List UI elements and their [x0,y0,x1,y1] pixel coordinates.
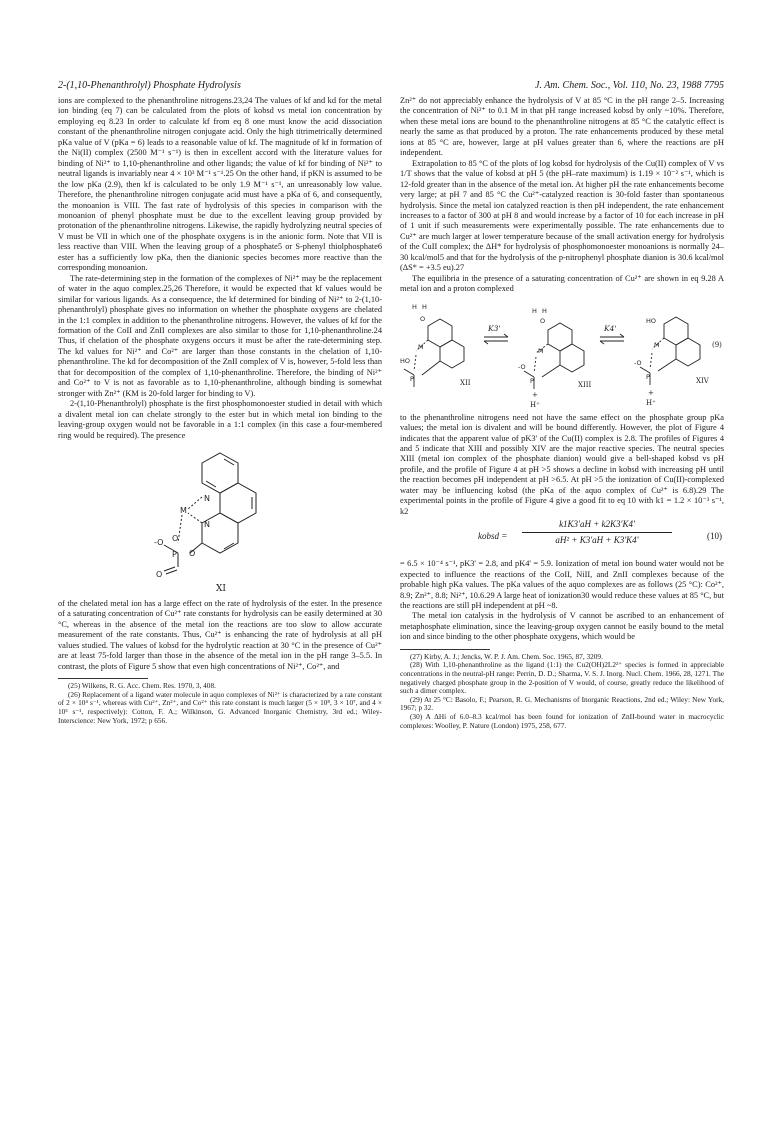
paragraph: 2-(1,10-Phenanthrolyl) phosphate is the first phosphomonoester studied in detail with which a divalent metal ion can chelate strongly to the ester but in which metal ion binding to the leaving-group oxygen would not be favorable in a 1:1 complex (in this case a four-membered ring would be required). The presence [58,399,382,440]
paragraph: of the chelated metal ion has a large effect on the rate of hydrolysis of the ester. In the presence of a saturating concentration of Cu²⁺ rate constants for hydrolysis can be easily determined at 30 °C, whereas in the absence of the metal ion the reactions are too slow to allow accurate measurement of the rate constants. Thus, Cu²⁺ is enhancing the rate of hydrolysis at all pH values studied. The values of kobsd for the hydrolytic reaction at 30 °C in the presence of Cu²⁺ are at least 75-fold larger than those in the absence of the metal ion in the pH range 3–5.5. In contrast, the plots of Figure 5 show that even high concentrations of Ni²⁺, Co²⁺, and [58,598,382,671]
plus-sign: + [648,388,654,397]
footnote-25: (25) Wilkens, R. G. Acc. Chem. Res. 1970, 3, 408. [68,681,216,691]
svg-text:H: H [412,302,417,311]
svg-text:-O: -O [518,362,526,371]
equation-numerator: k1K3'aH + k2K3'K4' [522,519,672,532]
running-header [58,80,724,94]
left-column [58,96,382,725]
footnote-separator [58,678,148,679]
svg-text:O: O [189,548,196,558]
svg-text:N: N [204,493,210,503]
svg-text:O: O [540,316,546,325]
paragraph: ions are complexed to the phenanthroline nitrogens.23,24 The values of kf and kd for the metal ion binding (eq 7) can be calculated from the plots of kobsd vs metal ion concentration by employing eq 8.23 In order to calculate kf from eq 8 one must know the acid dissociation constant of the phenanthroline nitrogen conjugate acid. Only the high titrimetrically determined pKa value of V (pKa = 6) leads to a reasonable value of kf. The magnitude of kf in formation of the Ni(II) complex (2500 M⁻¹ s⁻¹) is then in excellent accord with the literature values for binding of Ni²⁺ to 1,10-phenanthroline and other ligands; the value of kf for binding of Ni²⁺ to neutral ligands is invariably near 4 × 10³ M⁻¹ s⁻¹.25 On the other hand, if pKN is assumed to be the low pKa (2.9), then kf is calculated to be only 1.9 M⁻¹ s⁻¹, an unreasonably low value. Therefore, the phenanthroline nitrogen conjugate acid must have a pKa of 6, and consequently, the monoanion is VIII. The fast rate of hydrolysis of this species in comparison with the monoanion of phenyl phosphate must be due to the excellent leaving group provided by protonation of the phenanthroline nitrogens. Likewise, the rapidly hydrolyzing neutral species of V must be VII in which one of the phosphate oxygens is in the anionic form. Note that VII is less reactive than VIII. When the leaving group of a phosphate5 or S-phenyl thiolphosphate6 ester has a sufficiently low pKa, then the dianionic species becomes more reactive than the corresponding monoanion. [58,96,382,273]
equation-denominator: aH² + K3'aH + K3'K4' [555,534,639,545]
paragraph: = 6.5 × 10⁻⁴ s⁻¹, pK3' = 2.8, and pK4' = 5.9. Ionization of metal ion bound water would not be expected to influence the reactions of the CoII, NiII, and ZnII complexes because of the probable high pKa values. The pKa values of the aquo complexes are as follows (25 °C): Co²⁺, 8.9; Zn²⁺, 8.8; Ni²⁺, 10.6.29 A large heat of ionization30 would reduce these values at 85 °C, but the reactions are still pH independent at pH ~8. [400,559,724,610]
svg-text:HO: HO [400,356,411,365]
footnote-separator [400,649,490,650]
header-title: 2-(1,10-Phenanthrolyl) Phosphate Hydrolysis [58,80,241,91]
svg-text:H: H [532,306,537,315]
eq9-number: (9) [712,340,722,349]
svg-text:P: P [646,372,650,381]
svg-text:HO: HO [646,316,657,325]
paragraph: The rate-determining step in the formation of the complexes of Ni²⁺ may be the replacement of water in the aquo complex.25,26 Therefore, it would be expected that kf values would be similar for various ligands. As a consequence, the kf determined for binding of Ni²⁺ to 2-(1,10-phenanthrolyl) phosphate gives no information on whether the phosphate oxygens are chelated in the 1:1 complex in addition to the phenanthroline nitrogens. However, the values of kf for the formation of the CoII and ZnII complexes are also similar to those for 1,10-phenanthroline.24 Thus, if chelation of the phosphate oxygens occurs it must be after the rate-determining step. The kd values for Ni²⁺ and Co²⁺ are larger than those constants in the chelation of 1,10-phenanthroline. The kd for decomposition of the ZnII complex of V is, however, 5-fold less than that for decomposition of the complex of 1,10-phenanthroline. Therefore, the binding of Ni²⁺ and Co²⁺ to V is not as favorable as to 1,10-phenanthroline, although binding is somewhat stronger with Zn²⁺ (KM is 20-fold larger for binding to V). [58,273,382,398]
equilibrium-scheme-9 [400,299,724,409]
paragraph: Extrapolation to 85 °C of the plots of log kobsd for hydrolysis of the Cu(II) complex of V vs 1/T shows that the value of kobsd at pH 5 (the pH–rate maximum) is 1.19 × 10⁻² s⁻¹, which is 12-fold greater than in the absence of the metal ion. At higher pH the rate enhancements become very large; at pH 7 and 85 °C the Cu²⁺-catalyzed reaction is 30-fold faster than spontaneous hydrolysis. Since the metal ion catalyzed reaction is then pH independent, the rate enhancement increases to a factor of 300 at pH 8 and would increase by a factor of 10 for each increase in pH of 1 unit if such measurements were experimentally possible. The rate enhancements due to Cu²⁺ are much larger at lower temperature because of the small activation energy for hydrolysis of the CuII complex; the ΔH* for hydrolysis of phosphomonoester monoanions is normally 24–30 kcal/mol5 and that for the hydrolysis of the p-nitrophenyl phosphate dianion is 30.6 kcal/mol (ΔS* = +3.5 eu).27 [400,158,724,273]
label-xiii: XIII [578,380,592,389]
paragraph: The metal ion catalysis in the hydrolysis of V cannot be ascribed to an enhancement of metaphosphate elimination, since the leaving-group oxygen cannot be easily bound to the metal ion and since binding to the other phosphate oxygens, which would be [400,611,724,642]
svg-text:O: O [172,533,179,543]
svg-text:P: P [530,376,534,385]
footnote-28: (28) With 1,10-phenanthroline as the ligand (1:1) the Cu2(OH)2L2²⁺ species is formed in appreciable concentrations in the neutral-pH range: Perrin, D. D.; Sharma, V. S. J. Inorg. Nucl. Chem. 1966, 28, 1271. The negatively charged phosphate group in the 2-position of V would, of course, greatly reduce the likelihood of such a dimer complex. [400,660,724,696]
paragraph: Zn²⁺ do not appreciably enhance the hydrolysis of V at 85 °C in the pH range 2–5. Increasing the concentration of Ni²⁺ to 0.1 M in that pH range increased kobsd by only ~10%. Therefore, when these metal ions are bound to the phenanthroline nitrogens at 85 °C the catalytic effect is nearly the same as that produced by a proton. The rate enhancements produced by these metal ions at 85 °C are, however, large at pH values greater than 6, where the reactions are pH independent. [400,96,724,158]
proton-label: H⁺ [530,400,540,409]
k4-label: K4' [604,323,617,333]
equation-lhs: kobsd = [478,531,508,542]
svg-text:M: M [418,342,424,351]
paragraph: The equilibria in the presence of a saturating concentration of Cu²⁺ are shown in eq 9.28 A metal ion and a proton complexed [400,273,724,294]
equation-10 [400,519,724,557]
svg-text:M: M [538,346,544,355]
svg-text:-O: -O [154,537,164,547]
footnotes-right [400,653,724,730]
footnote-30: (30) A ΔHi of 6.0–8.3 kcal/mol has been found for ionization of ZnII-bound water in macrocyclic complexes: Woolley, P. Nature (London) 1975, 258, 677. [400,711,724,730]
equation-number: (10) [707,531,722,542]
footnote-29: (29) At 25 °C: Basolo, F.; Pearson, R. G. Mechanisms of Inorganic Reactions, 2nd ed.; Wiley: New York, 1967; p 32. [400,694,724,713]
structure-xi-figure [120,445,320,595]
right-column [400,96,724,730]
header-journal: J. Am. Chem. Soc., Vol. 110, No. 23, 1988 7795 [534,80,724,91]
equation-fraction [522,519,672,545]
proton-label: H⁺ [646,398,656,407]
svg-text:N: N [204,519,210,529]
footnotes-left [58,682,382,725]
svg-text:M: M [654,340,660,349]
svg-text:M: M [180,505,187,515]
footnote-26: (26) Replacement of a ligand water molecule in aquo complexes of Ni²⁺ is characterized by a rate constant of 2 × 10⁴ s⁻¹, whereas with Cu²⁺, Zn²⁺, and Co²⁺ this rate constant is much larger (5 × 10⁸, 3 × 10⁷, and 4 × 10⁵ s⁻¹, respectively): Cotton, F. A.; Wilkinson, G. Advanced Inorganic Chemistry, 3rd ed.; Wiley-Interscience: New York, 1972; p 656. [58,689,382,725]
svg-text:H: H [542,306,547,315]
paragraph: to the phenanthroline nitrogens need not have the same effect on the phosphate group pKa values; the metal ion is divalent and will be bound differently. However, the plot of Figure 4 indicates that the apparent value of pK3' of the Cu(II) complex is 2.8. The profiles of Figures 4 and 5 indicate that XIII and possibly XIV are the major reactive species. The neutral species XIII (metal ion complex of the phosphate dianion) would give a bell-shaped kobsd vs pH profile, and the profile of Figure 4 at pH >5 shows a decline in kobsd with increasing pH until the reaction becomes pH independent at pH >6.5. At pH >5 the ionization of Cu(II)-complexed water may be influencing kobsd (the pKa of the aquo complex of Cu²⁺ is 6.8).29 The experimental points in the profile of Figure 4 give a good fit to eq 10 with k1 = 1.2 × 10⁻³ s⁻¹, k2 [400,412,724,516]
footnote-27: (27) Kirby, A. J.; Jencks, W. P. J. Am. Chem. Soc. 1965, 87, 3209. [410,651,603,661]
svg-text:O: O [156,569,163,579]
svg-text:P: P [172,549,177,559]
k3-label: K3' [488,323,501,333]
svg-text:O: O [420,314,426,323]
plus-sign: + [532,390,538,399]
svg-text:-O: -O [634,358,642,367]
label-xiv: XIV [696,376,709,385]
svg-text:P: P [410,374,414,383]
label-xii: XII [460,378,471,387]
svg-text:H: H [422,302,427,311]
figure-label-xi: XI [216,583,226,594]
